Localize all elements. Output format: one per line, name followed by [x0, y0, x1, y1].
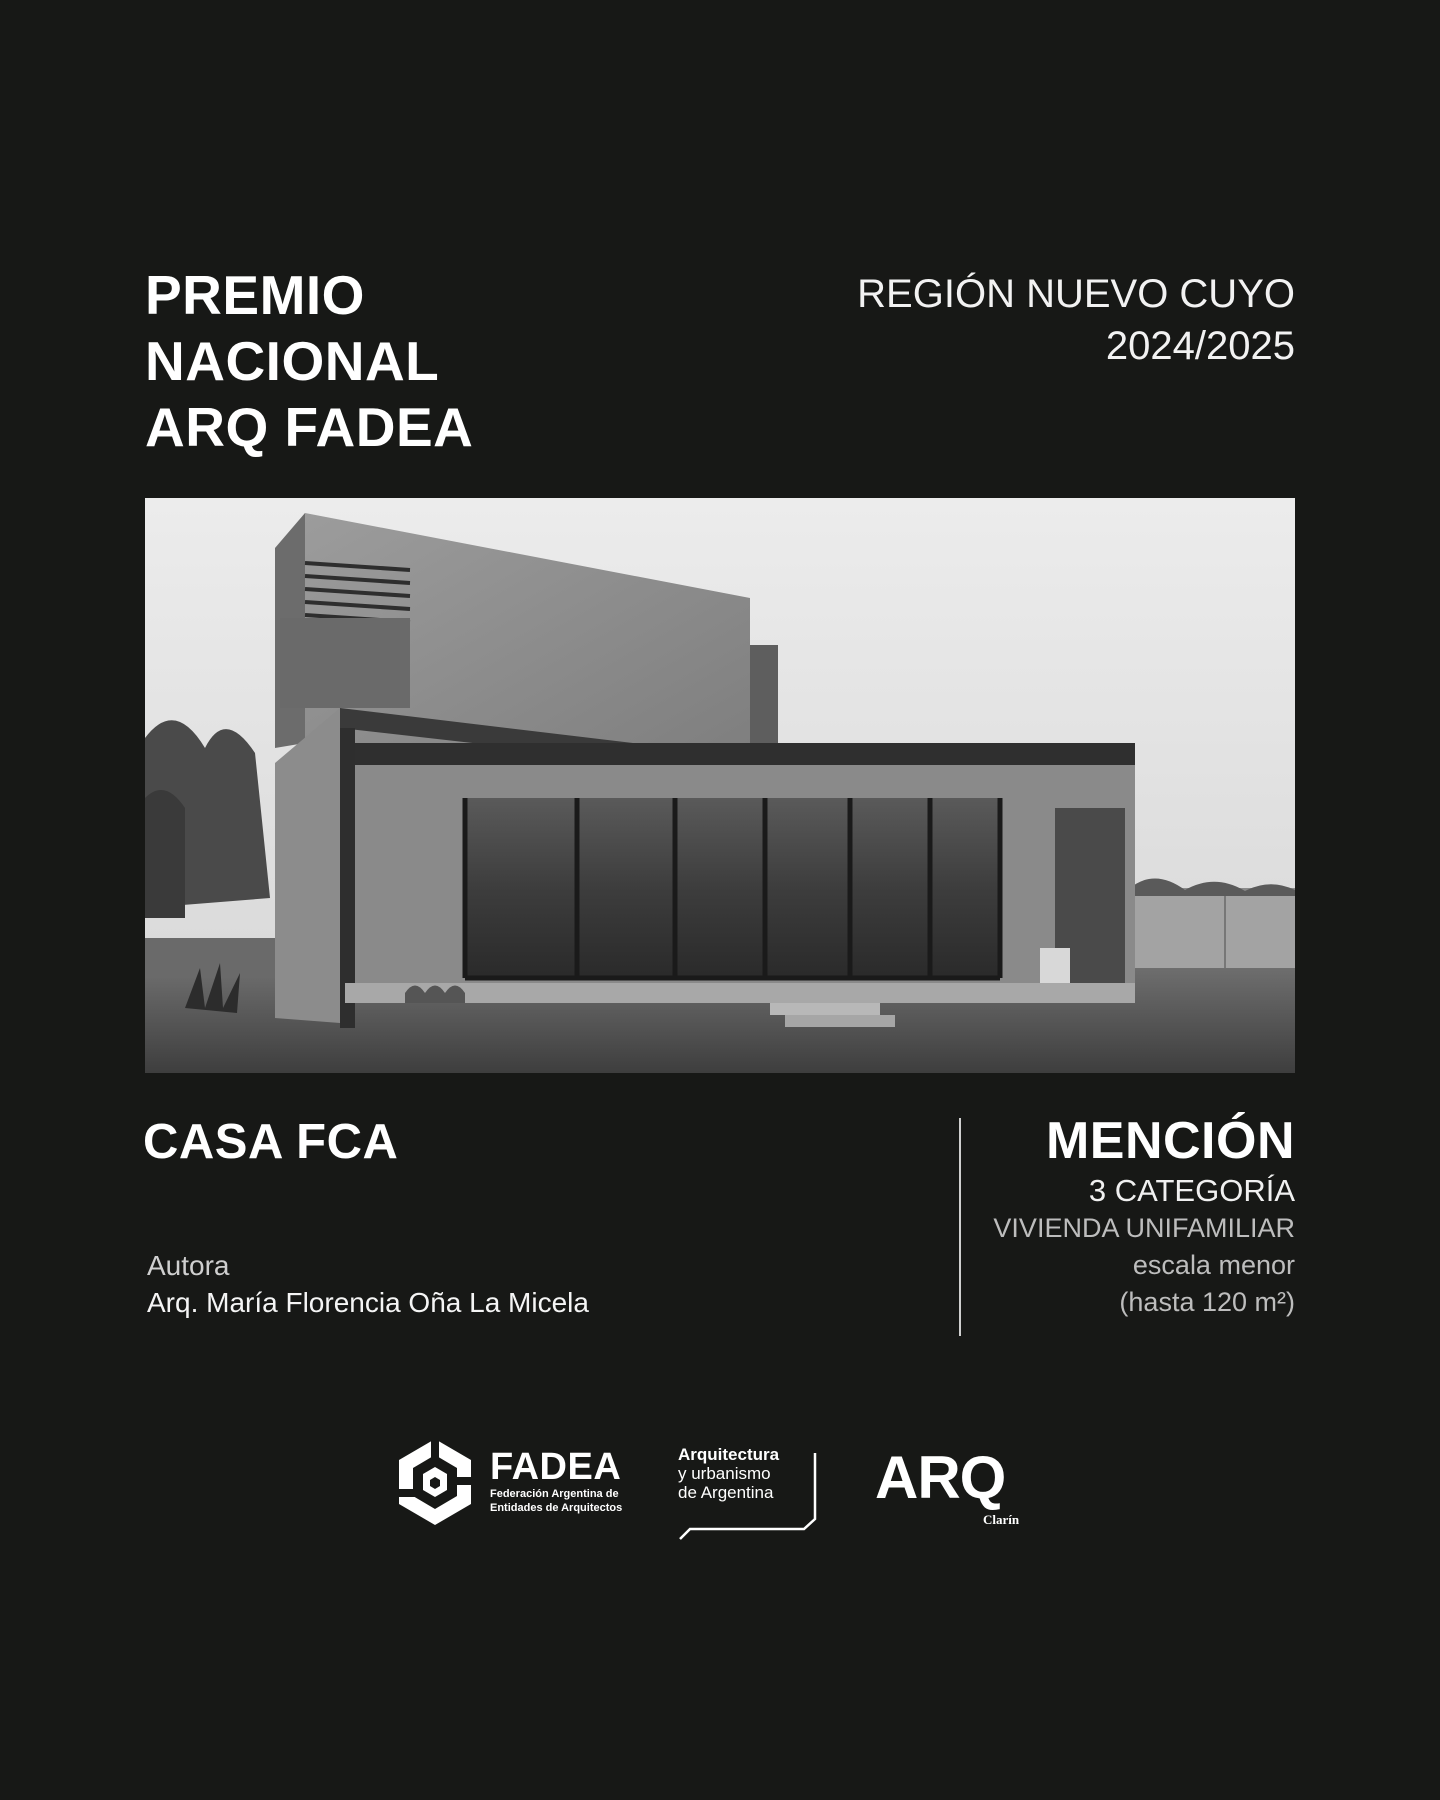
house-photo [145, 498, 1295, 1073]
award-block [993, 1110, 1295, 1321]
award-title-block [145, 262, 473, 460]
fadea-wordmark: FADEA [490, 1446, 622, 1488]
fadea-text [490, 1447, 622, 1515]
clarin-label [983, 1511, 1019, 1529]
aua-frame-icon [678, 1451, 818, 1546]
aua-line-2: y urbanismo [678, 1464, 771, 1483]
award-title: MENCIÓN [1045, 1112, 1295, 1170]
award-scale: escala menor [1132, 1250, 1295, 1280]
author-name: Arq. María Florencia Oña La Micela [147, 1287, 589, 1318]
fadea-subtitle-1: Federación Argentina de [490, 1488, 619, 1500]
sponsor-logos [395, 1435, 1055, 1545]
region-period: 2024/2025 [1105, 324, 1295, 368]
region-block [857, 268, 1295, 372]
house-illustration [145, 498, 1295, 1073]
project-name: CASA FCA [143, 1115, 399, 1169]
clarin-wordmark: Clarín [983, 1512, 1020, 1527]
fadea-subtitle-2: Entidades de Arquitectos [490, 1502, 623, 1514]
vertical-divider [959, 1118, 961, 1336]
arq-logo [875, 1444, 1006, 1511]
region-name: REGIÓN NUEVO CUYO [857, 272, 1295, 316]
title-line-2: NACIONAL [145, 330, 440, 392]
fadea-logo-icon [395, 1437, 475, 1527]
award-size-note: (hasta 120 m²) [1119, 1287, 1295, 1317]
title-line-3: ARQ FADEA [145, 396, 474, 458]
award-category: 3 CATEGORÍA [1088, 1173, 1295, 1208]
author-block [147, 1248, 589, 1322]
arq-wordmark: ARQ [875, 1444, 1006, 1511]
aua-line-3: de Argentina [678, 1483, 774, 1502]
author-label: Autora [147, 1250, 230, 1281]
title-line-1: PREMIO [145, 264, 365, 326]
award-type: VIVIENDA UNIFAMILIAR [993, 1213, 1295, 1243]
aua-line-1: Arquitectura [678, 1445, 780, 1464]
